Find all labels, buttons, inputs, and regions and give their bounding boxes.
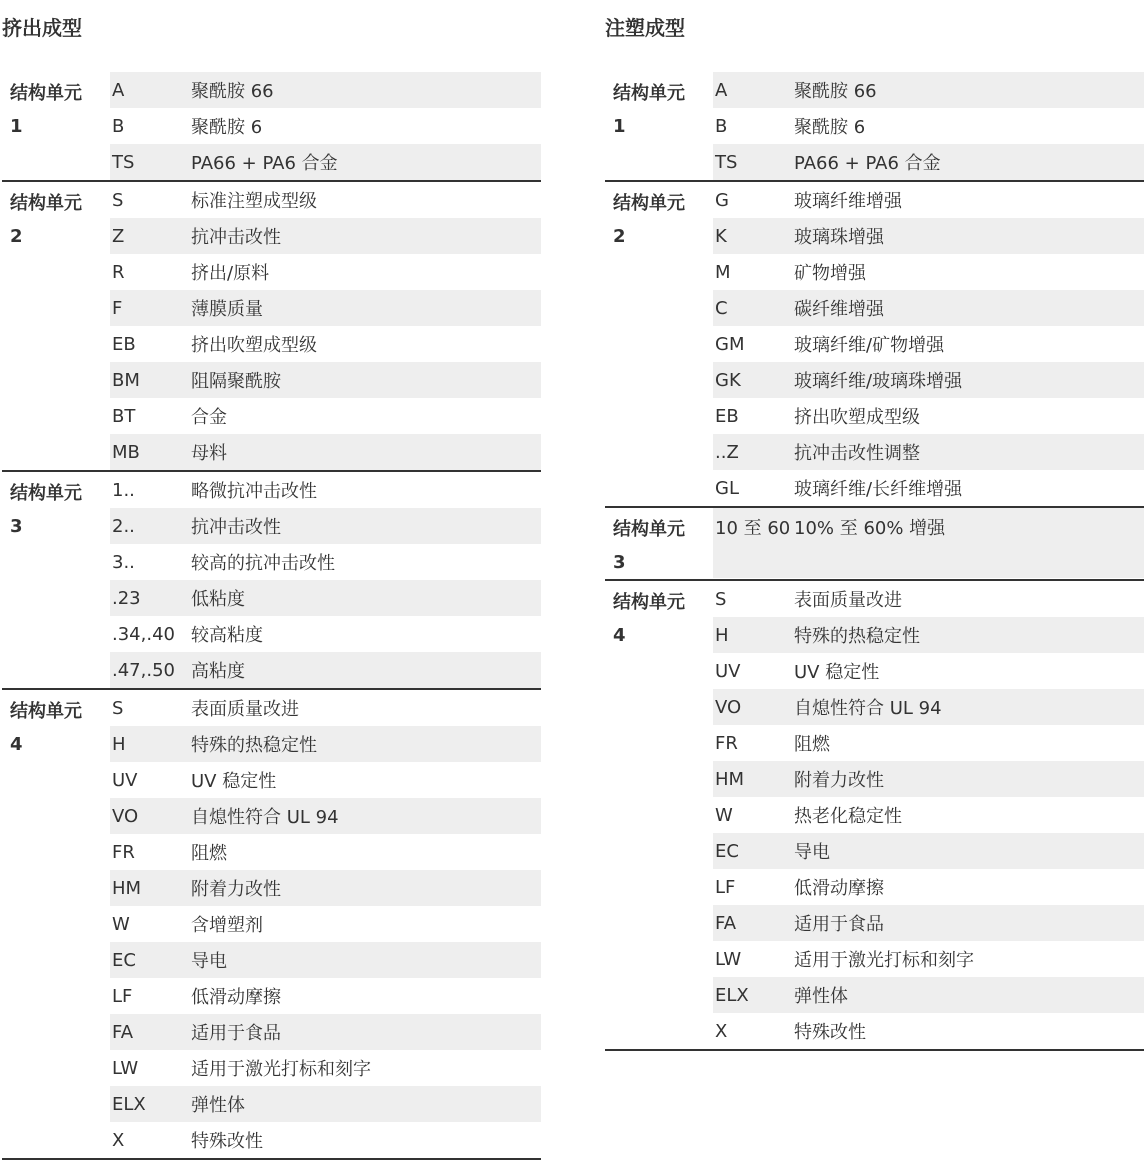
code-cell: ELX (112, 1093, 146, 1115)
structure-unit-group (2, 472, 541, 690)
code-cell: HM (112, 877, 142, 899)
code-cell: 2.. (112, 515, 135, 537)
section-title: 注塑成型 (605, 16, 685, 40)
table-row (110, 290, 541, 326)
code-cell: S (112, 697, 124, 719)
description-cell: 矿物增强 (794, 263, 866, 284)
code-cell: A (112, 79, 125, 101)
table-row (713, 470, 1144, 506)
table-row (713, 725, 1144, 761)
code-cell: .47,.50 (112, 659, 175, 681)
description-cell: 挤出吹塑成型级 (794, 407, 920, 428)
description-cell: 阻燃 (191, 843, 227, 864)
description-cell: 弹性体 (191, 1095, 245, 1116)
structure-unit-name: 结构单元 (613, 592, 685, 613)
structure-unit-number: 3 (10, 516, 23, 537)
code-cell: M (715, 261, 731, 283)
code-cell: BT (112, 405, 136, 427)
structure-unit-number: 2 (10, 226, 23, 247)
table-row (110, 472, 541, 508)
code-cell: W (715, 804, 733, 826)
code-cell: C (715, 297, 728, 319)
description-cell: UV 稳定性 (794, 662, 880, 683)
code-cell: A (715, 79, 728, 101)
table-row (713, 833, 1144, 869)
description-cell: 母料 (191, 443, 227, 464)
table-row (110, 726, 541, 762)
table-row (110, 362, 541, 398)
code-cell: B (715, 115, 728, 137)
description-cell: 阻隔聚酰胺 (191, 371, 281, 392)
code-rows (713, 182, 1144, 506)
description-cell: 适用于食品 (191, 1023, 281, 1044)
code-cell: R (112, 261, 125, 283)
code-cell: X (715, 1020, 728, 1042)
code-cell: W (112, 913, 130, 935)
table-row (110, 434, 541, 470)
table-row (110, 906, 541, 942)
table-row (110, 182, 541, 218)
table-row (713, 362, 1144, 398)
code-cell: X (112, 1129, 125, 1151)
description-cell: 弹性体 (794, 986, 848, 1007)
structure-unit-number: 1 (10, 116, 23, 137)
table-row (110, 508, 541, 544)
code-rows (713, 581, 1144, 1049)
code-cell: EC (112, 949, 136, 971)
description-cell: 含增塑剂 (191, 915, 263, 936)
code-cell: .34,.40 (112, 623, 175, 645)
table-row (110, 144, 541, 180)
code-cell: BM (112, 369, 140, 391)
description-cell: 抗冲击改性 (191, 517, 281, 538)
code-rows (110, 690, 541, 1158)
structure-unit-number: 2 (613, 226, 626, 247)
code-cell: ..Z (715, 441, 739, 463)
description-cell: 低粘度 (191, 589, 245, 610)
code-table (605, 72, 1144, 1051)
description-cell: UV 稳定性 (191, 771, 277, 792)
structure-unit-name: 结构单元 (10, 83, 82, 104)
code-cell: B (112, 115, 125, 137)
structure-unit-group (2, 182, 541, 472)
table-row (110, 834, 541, 870)
code-cell: TS (112, 151, 135, 173)
code-cell: Z (112, 225, 125, 247)
structure-unit-name: 结构单元 (613, 83, 685, 104)
table-row (110, 1050, 541, 1086)
description-cell: 玻璃纤维增强 (794, 191, 902, 212)
code-cell: H (112, 733, 126, 755)
code-cell: F (112, 297, 123, 319)
table-row (110, 652, 541, 688)
code-cell: .23 (112, 587, 141, 609)
structure-unit-label (2, 182, 110, 470)
table-row (110, 72, 541, 108)
description-cell: 聚酰胺 66 (191, 81, 274, 102)
code-cell: LW (715, 948, 742, 970)
code-rows (713, 508, 1144, 579)
code-cell: H (715, 624, 729, 646)
structure-unit-name: 结构单元 (10, 483, 82, 504)
description-cell: 适用于食品 (794, 914, 884, 935)
structure-unit-group (605, 182, 1144, 508)
code-cell: FA (112, 1021, 134, 1043)
table-row (713, 144, 1144, 180)
description-cell: 聚酰胺 66 (794, 81, 877, 102)
table-row (110, 218, 541, 254)
description-cell: 玻璃珠增强 (794, 227, 884, 248)
description-cell: 挤出吹塑成型级 (191, 335, 317, 356)
structure-unit-group (605, 581, 1144, 1051)
structure-unit-group (2, 690, 541, 1160)
code-rows (110, 72, 541, 180)
description-cell: 热老化稳定性 (794, 806, 902, 827)
table-row (110, 1122, 541, 1158)
structure-unit-number: 3 (613, 552, 626, 573)
code-cell: LF (112, 985, 133, 1007)
structure-unit-label (2, 690, 110, 1158)
table-row (713, 508, 1144, 578)
structure-unit-label (2, 72, 110, 180)
description-cell: 略微抗冲击改性 (191, 481, 317, 502)
table-row (713, 326, 1144, 362)
code-cell: GK (715, 369, 741, 391)
table-row (713, 797, 1144, 833)
description-cell: 特殊的热稳定性 (191, 735, 317, 756)
structure-unit-number: 4 (10, 734, 23, 755)
table-row (110, 978, 541, 1014)
code-cell: EC (715, 840, 739, 862)
structure-unit-group (605, 72, 1144, 182)
description-cell: 高粘度 (191, 661, 245, 682)
description-cell: 挤出/原料 (191, 263, 270, 284)
structure-unit-name: 结构单元 (10, 193, 82, 214)
description-cell: PA66 + PA6 合金 (191, 153, 338, 174)
code-cell: FA (715, 912, 737, 934)
code-cell: EB (715, 405, 739, 427)
table-row (713, 72, 1144, 108)
table-row (713, 182, 1144, 218)
code-cell: G (715, 189, 729, 211)
code-cell: FR (112, 841, 135, 863)
structure-unit-label (605, 72, 713, 180)
structure-unit-label (605, 508, 713, 579)
table-row (110, 544, 541, 580)
code-cell: LF (715, 876, 736, 898)
code-cell: S (715, 588, 727, 610)
description-cell: 薄膜质量 (191, 299, 263, 320)
table-row (110, 690, 541, 726)
description-cell: 玻璃纤维/长纤维增强 (794, 479, 963, 500)
code-cell: 1.. (112, 479, 135, 501)
table-row (713, 689, 1144, 725)
table-row (713, 653, 1144, 689)
code-cell: 10 至 60 (715, 518, 791, 539)
description-cell: 适用于激光打标和刻字 (794, 950, 974, 971)
code-cell: VO (112, 805, 139, 827)
code-cell: UV (112, 769, 138, 791)
code-table (2, 72, 541, 1160)
table-row (713, 218, 1144, 254)
structure-unit-label (605, 182, 713, 506)
code-cell: HM (715, 768, 745, 790)
structure-unit-number: 1 (613, 116, 626, 137)
description-cell: 阻燃 (794, 734, 830, 755)
description-cell: 自熄性符合 UL 94 (191, 807, 339, 828)
code-cell: ELX (715, 984, 749, 1006)
description-cell: 碳纤维增强 (794, 299, 884, 320)
description-cell: 10% 至 60% 增强 (794, 518, 946, 539)
table-row (713, 398, 1144, 434)
code-rows (713, 72, 1144, 180)
description-cell: 适用于激光打标和刻字 (191, 1059, 371, 1080)
description-cell: 特殊的热稳定性 (794, 626, 920, 647)
description-cell: 特殊改性 (191, 1131, 263, 1152)
description-cell: PA66 + PA6 合金 (794, 153, 941, 174)
table-row (713, 581, 1144, 617)
code-cell: GM (715, 333, 745, 355)
description-cell: 较高粘度 (191, 625, 263, 646)
structure-unit-name: 结构单元 (613, 519, 685, 540)
description-cell: 表面质量改进 (191, 699, 299, 720)
code-cell: EB (112, 333, 136, 355)
table-row (110, 870, 541, 906)
code-rows (110, 472, 541, 688)
table-row (110, 108, 541, 144)
structure-unit-group (2, 72, 541, 182)
code-cell: UV (715, 660, 741, 682)
table-row (110, 398, 541, 434)
description-cell: 导电 (794, 842, 830, 863)
description-cell: 特殊改性 (794, 1022, 866, 1043)
code-cell: K (715, 225, 727, 247)
table-row (110, 616, 541, 652)
description-cell: 低滑动摩擦 (191, 987, 281, 1008)
table-row (713, 1013, 1144, 1049)
structure-unit-name: 结构单元 (613, 193, 685, 214)
table-row (713, 617, 1144, 653)
description-cell: 玻璃纤维/玻璃珠增强 (794, 371, 963, 392)
code-cell: VO (715, 696, 742, 718)
table-row (110, 798, 541, 834)
structure-unit-label (605, 581, 713, 1049)
table-row (713, 869, 1144, 905)
code-rows (110, 182, 541, 470)
description-cell: 玻璃纤维/矿物增强 (794, 335, 945, 356)
section-title: 挤出成型 (2, 16, 82, 40)
code-cell: LW (112, 1057, 139, 1079)
table-row (110, 326, 541, 362)
table-row (713, 941, 1144, 977)
description-cell: 较高的抗冲击改性 (191, 553, 335, 574)
table-row (713, 905, 1144, 941)
description-cell: 合金 (191, 407, 227, 428)
code-cell: S (112, 189, 124, 211)
table-row (110, 1014, 541, 1050)
table-row (110, 1086, 541, 1122)
description-cell: 聚酰胺 6 (191, 117, 263, 138)
description-cell: 导电 (191, 951, 227, 972)
description-cell: 附着力改性 (191, 879, 281, 900)
code-cell: 3.. (112, 551, 135, 573)
description-cell: 抗冲击改性 (191, 227, 281, 248)
description-cell: 聚酰胺 6 (794, 117, 866, 138)
table-row (110, 942, 541, 978)
table-row (110, 254, 541, 290)
table-row (713, 108, 1144, 144)
code-cell: MB (112, 441, 140, 463)
code-cell: FR (715, 732, 738, 754)
table-row (713, 290, 1144, 326)
table-row (713, 761, 1144, 797)
code-cell: GL (715, 477, 739, 499)
structure-unit-number: 4 (613, 625, 626, 646)
description-cell: 抗冲击改性调整 (794, 443, 920, 464)
structure-unit-label (2, 472, 110, 688)
description-cell: 附着力改性 (794, 770, 884, 791)
table-row (110, 580, 541, 616)
table-row (713, 977, 1144, 1013)
table-row (713, 254, 1144, 290)
description-cell: 标准注塑成型级 (191, 191, 317, 212)
code-cell: TS (715, 151, 738, 173)
description-cell: 低滑动摩擦 (794, 878, 884, 899)
table-row (713, 434, 1144, 470)
structure-unit-name: 结构单元 (10, 701, 82, 722)
description-cell: 自熄性符合 UL 94 (794, 698, 942, 719)
table-row (110, 762, 541, 798)
description-cell: 表面质量改进 (794, 590, 902, 611)
structure-unit-group (605, 508, 1144, 581)
